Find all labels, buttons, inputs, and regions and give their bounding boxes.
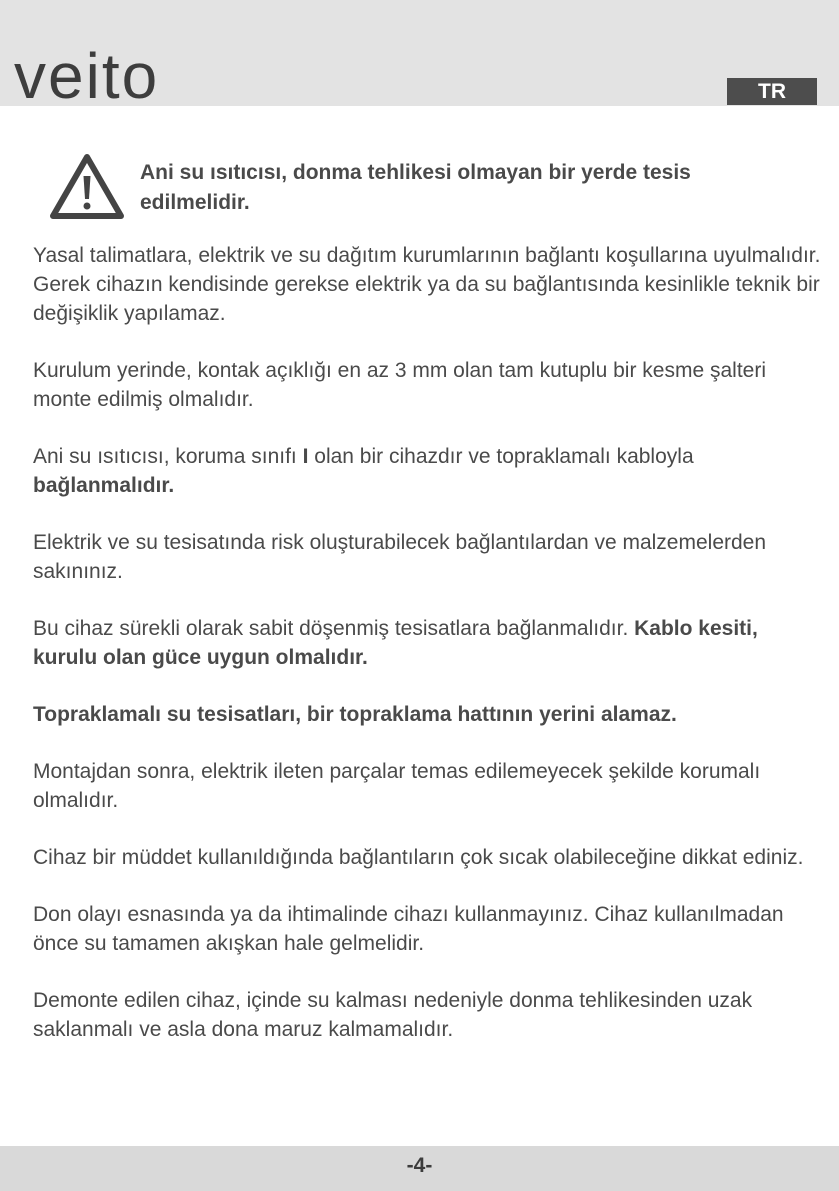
paragraph-risk: Elektrik ve su tesisatında risk oluşturabilecek bağlantılardan ve malzemelerden sakınınız. xyxy=(33,531,767,583)
paragraph-hot-connections: Cihaz bir müddet kullanıldığında bağlantıların çok sıcak olabileceğine dikkat ediniz. xyxy=(33,846,804,869)
paragraph-grounding: Topraklamalı su tesisatları, bir topraklama hattının yerini alamaz. xyxy=(33,703,677,726)
language-badge: TR xyxy=(727,78,817,105)
paragraph-regulations: Yasal talimatlara, elektrik ve su dağıtım kurumlarının bağlantı koşullarına uyulmalıdır. Gerek cihazın kendisinde gerekse elektrik ya da su bağlantısında kesinlikle teknik bir değişiklik yapılamaz. xyxy=(33,244,821,325)
paragraph-fixed-installation: Bu cihaz sürekli olarak sabit döşenmiş tesisatlara bağlanmalıdır. Kablo kesiti, kurulu olan güce uygun olmalıdır. xyxy=(33,617,758,669)
paragraph-protection-class: Ani su ısıtıcısı, koruma sınıfı I olan bir cihazdır ve topraklamalı kabloyla bağlanmalıdır. xyxy=(33,445,694,497)
veito-logo: veito xyxy=(14,40,160,112)
paragraph-frost: Don olayı esnasında ya da ihtimalinde cihazı kullanmayınız. Cihaz kullanılmadan önce su tamamen akışkan hale gelmelidir. xyxy=(33,903,784,955)
warning-triangle-icon xyxy=(48,152,126,227)
instructions-body xyxy=(33,241,823,1072)
page-footer xyxy=(0,1146,839,1191)
page-header xyxy=(0,0,839,112)
paragraph-switch: Kurulum yerinde, kontak açıklığı en az 3 mm olan tam kutuplu bir kesme şalteri monte edilmiş olmalıdır. xyxy=(33,359,766,411)
paragraph-storage: Demonte edilen cihaz, içinde su kalması nedeniyle donma tehlikesinden uzak saklanmalı ve asla dona maruz kalmamalıdır. xyxy=(33,989,753,1041)
warning-text: Ani su ısıtıcısı, donma tehlikesi olmayan bir yerde tesis edilmelidir. xyxy=(140,161,691,214)
page-number: -4- xyxy=(406,1154,433,1177)
paragraph-live-parts: Montajdan sonra, elektrik ileten parçalar temas edilemeyecek şekilde korumalı olmalıdır. xyxy=(33,760,761,812)
